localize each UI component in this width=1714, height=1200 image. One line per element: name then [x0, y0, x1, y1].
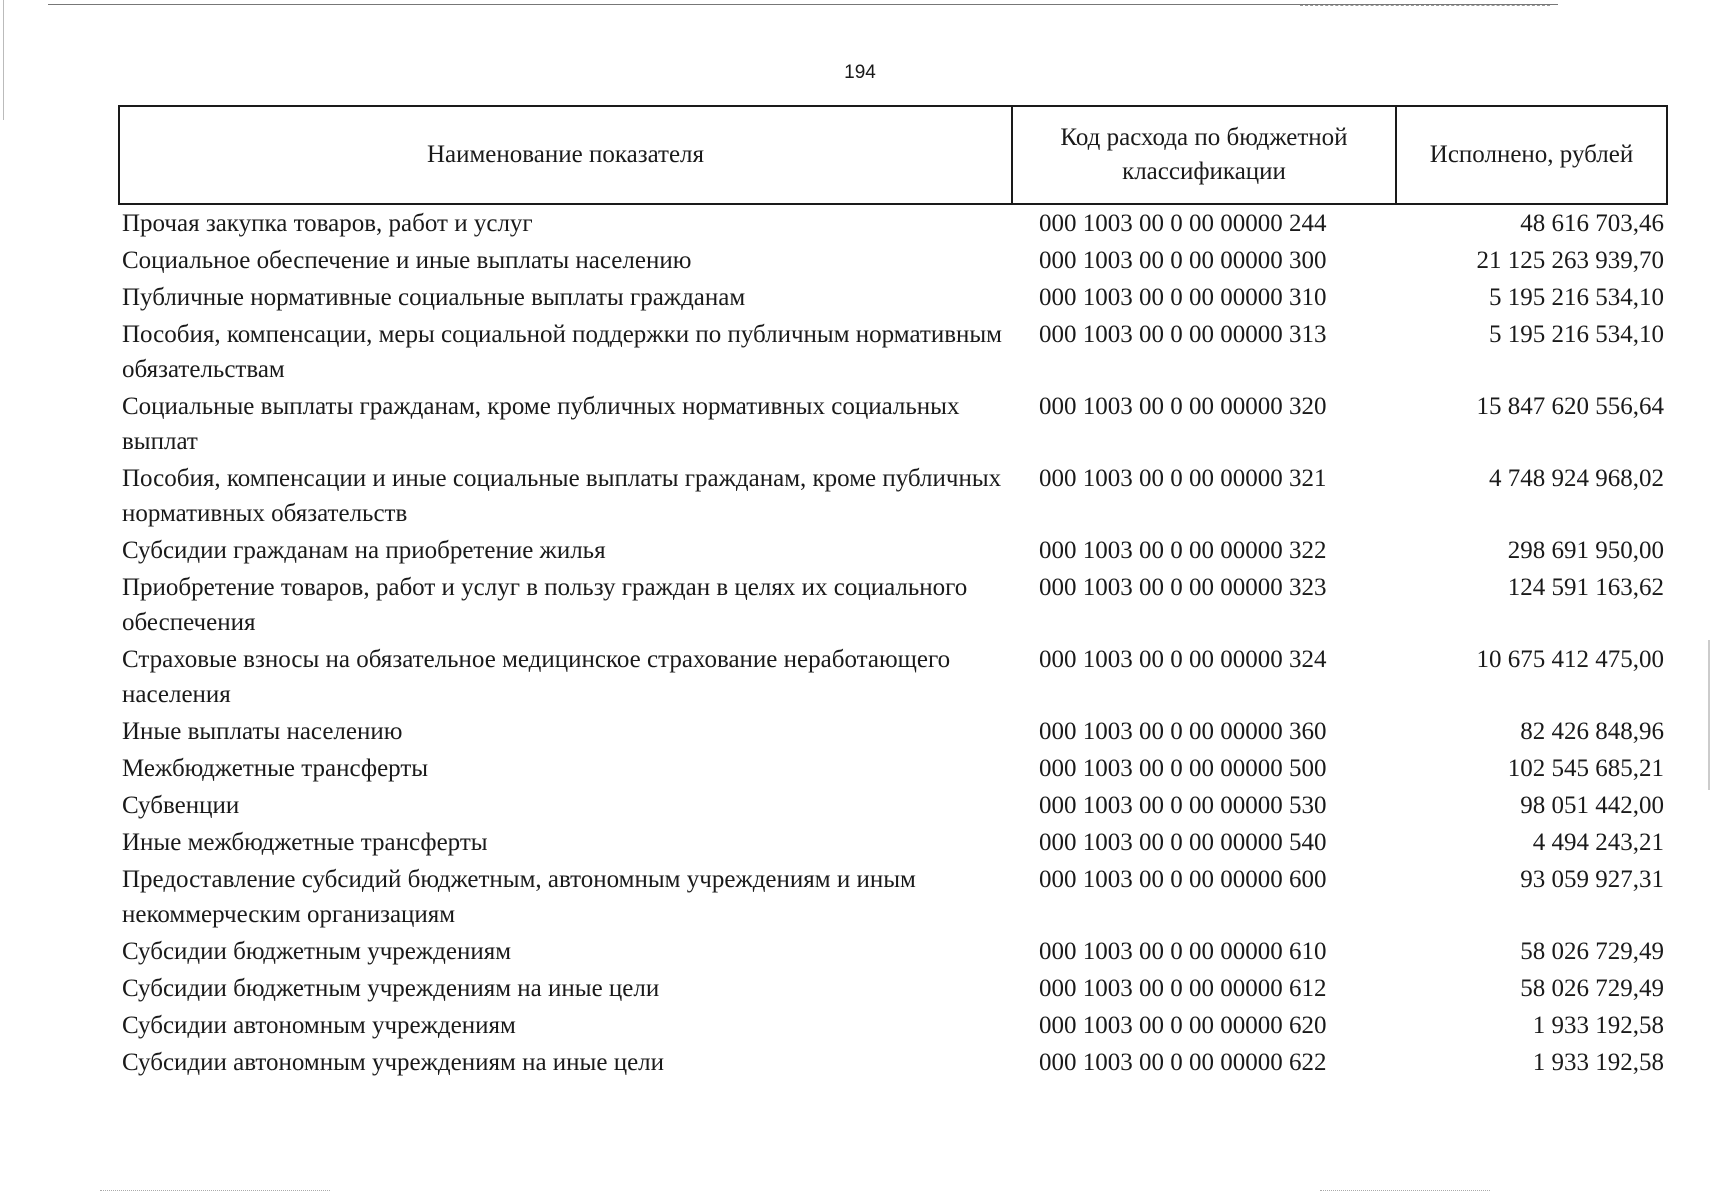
table-row — [118, 532, 1668, 569]
row-executed-cell: 102 545 685,21 — [1507, 755, 1664, 782]
page-number: 194 — [844, 62, 876, 83]
row-name-cell: Страховые взносы на обязательное медицинское страхование неработающего населения — [122, 646, 951, 708]
row-code-cell: 000 1003 00 0 00 00000 320 — [1039, 393, 1327, 420]
row-code-cell: 000 1003 00 0 00 00000 313 — [1039, 321, 1327, 348]
row-code-cell: 000 1003 00 0 00 00000 321 — [1039, 465, 1327, 492]
row-name-cell: Прочая закупка товаров, работ и услуг — [122, 210, 533, 237]
row-code-cell: 000 1003 00 0 00 00000 324 — [1039, 646, 1327, 673]
table-row — [118, 388, 1668, 460]
row-executed-cell: 58 026 729,49 — [1520, 975, 1664, 1002]
row-code-cell: 000 1003 00 0 00 00000 360 — [1039, 718, 1327, 745]
row-code-cell: 000 1003 00 0 00 00000 300 — [1039, 247, 1327, 274]
row-executed-cell: 10 675 412 475,00 — [1476, 646, 1664, 673]
row-name-cell: Пособия, компенсации, меры социальной поддержки по публичным нормативным обязательствам — [122, 321, 1002, 383]
row-executed-cell: 124 591 163,62 — [1507, 574, 1664, 601]
row-code-cell: 000 1003 00 0 00 00000 622 — [1039, 1049, 1327, 1076]
table-row — [118, 970, 1668, 1007]
row-code-cell: 000 1003 00 0 00 00000 500 — [1039, 755, 1327, 782]
row-code-cell: 000 1003 00 0 00 00000 620 — [1039, 1012, 1327, 1039]
row-name-cell: Субсидии гражданам на приобретение жилья — [122, 537, 606, 564]
scan-edge-mark — [3, 0, 4, 120]
row-name-cell: Социальные выплаты гражданам, кроме публичных нормативных социальных выплат — [122, 393, 960, 455]
row-executed-cell: 4 748 924 968,02 — [1489, 465, 1664, 492]
table-row — [118, 713, 1668, 750]
row-executed-cell: 298 691 950,00 — [1507, 537, 1664, 564]
row-executed-cell: 21 125 263 939,70 — [1476, 247, 1664, 274]
scan-noise — [100, 1190, 330, 1193]
row-name-cell: Социальное обеспечение и иные выплаты населению — [122, 247, 692, 274]
table-row — [118, 569, 1668, 641]
row-executed-cell: 48 616 703,46 — [1520, 210, 1664, 237]
row-code-cell: 000 1003 00 0 00 00000 322 — [1039, 537, 1327, 564]
table-header — [118, 105, 1668, 205]
row-name-cell: Субвенции — [122, 792, 240, 819]
row-name-cell: Иные межбюджетные трансферты — [122, 829, 488, 856]
row-name-cell: Межбюджетные трансферты — [122, 755, 429, 782]
table-row — [118, 787, 1668, 824]
row-name-cell: Иные выплаты населению — [122, 718, 403, 745]
row-name-cell: Субсидии автономным учреждениям на иные цели — [122, 1049, 665, 1076]
row-executed-cell: 5 195 216 534,10 — [1489, 321, 1664, 348]
scan-border-dash — [1300, 5, 1550, 6]
table-row — [118, 1044, 1668, 1081]
row-executed-cell: 93 059 927,31 — [1520, 866, 1664, 893]
row-code-cell: 000 1003 00 0 00 00000 612 — [1039, 975, 1327, 1002]
table-row — [118, 460, 1668, 532]
row-name-cell: Пособия, компенсации и иные социальные выплаты гражданам, кроме публичных нормативных обязательств — [122, 465, 1002, 527]
scan-edge-mark — [1708, 640, 1710, 790]
table-row — [118, 750, 1668, 787]
row-executed-cell: 82 426 848,96 — [1520, 718, 1664, 745]
row-code-cell: 000 1003 00 0 00 00000 540 — [1039, 829, 1327, 856]
row-name-cell: Предоставление субсидий бюджетным, автономным учреждениям и иным некоммерческим организациям — [122, 866, 916, 928]
table-row — [118, 316, 1668, 388]
row-executed-cell: 4 494 243,21 — [1532, 829, 1664, 856]
column-header-code: Код расхода по бюджетной классификации — [1013, 107, 1397, 203]
row-executed-cell: 5 195 216 534,10 — [1489, 284, 1664, 311]
table-row — [118, 279, 1668, 316]
table-body — [118, 205, 1668, 1081]
row-name-cell: Субсидии бюджетным учреждениям на иные цели — [122, 975, 660, 1002]
row-code-cell: 000 1003 00 0 00 00000 310 — [1039, 284, 1327, 311]
row-code-cell: 000 1003 00 0 00 00000 530 — [1039, 792, 1327, 819]
row-name-cell: Субсидии бюджетным учреждениям — [122, 938, 512, 965]
column-header-name: Наименование показателя — [120, 107, 1013, 203]
table-row — [118, 205, 1668, 242]
row-executed-cell: 58 026 729,49 — [1520, 938, 1664, 965]
table-row — [118, 824, 1668, 861]
expenditure-table — [118, 105, 1668, 1081]
row-name-cell: Субсидии автономным учреждениям — [122, 1012, 516, 1039]
table-row — [118, 242, 1668, 279]
table-row — [118, 641, 1668, 713]
row-executed-cell: 98 051 442,00 — [1520, 792, 1664, 819]
row-executed-cell: 15 847 620 556,64 — [1476, 393, 1664, 420]
row-code-cell: 000 1003 00 0 00 00000 244 — [1039, 210, 1327, 237]
row-name-cell: Приобретение товаров, работ и услуг в пользу граждан в целях их социального обеспечения — [122, 574, 968, 636]
row-name-cell: Публичные нормативные социальные выплаты гражданам — [122, 284, 746, 311]
row-executed-cell: 1 933 192,58 — [1532, 1049, 1664, 1076]
scan-noise — [1320, 1190, 1490, 1193]
table-row — [118, 861, 1668, 933]
row-code-cell: 000 1003 00 0 00 00000 610 — [1039, 938, 1327, 965]
row-code-cell: 000 1003 00 0 00 00000 600 — [1039, 866, 1327, 893]
row-executed-cell: 1 933 192,58 — [1532, 1012, 1664, 1039]
row-code-cell: 000 1003 00 0 00 00000 323 — [1039, 574, 1327, 601]
table-row — [118, 933, 1668, 970]
table-row — [118, 1007, 1668, 1044]
column-header-executed: Исполнено, рублей — [1429, 141, 1634, 168]
